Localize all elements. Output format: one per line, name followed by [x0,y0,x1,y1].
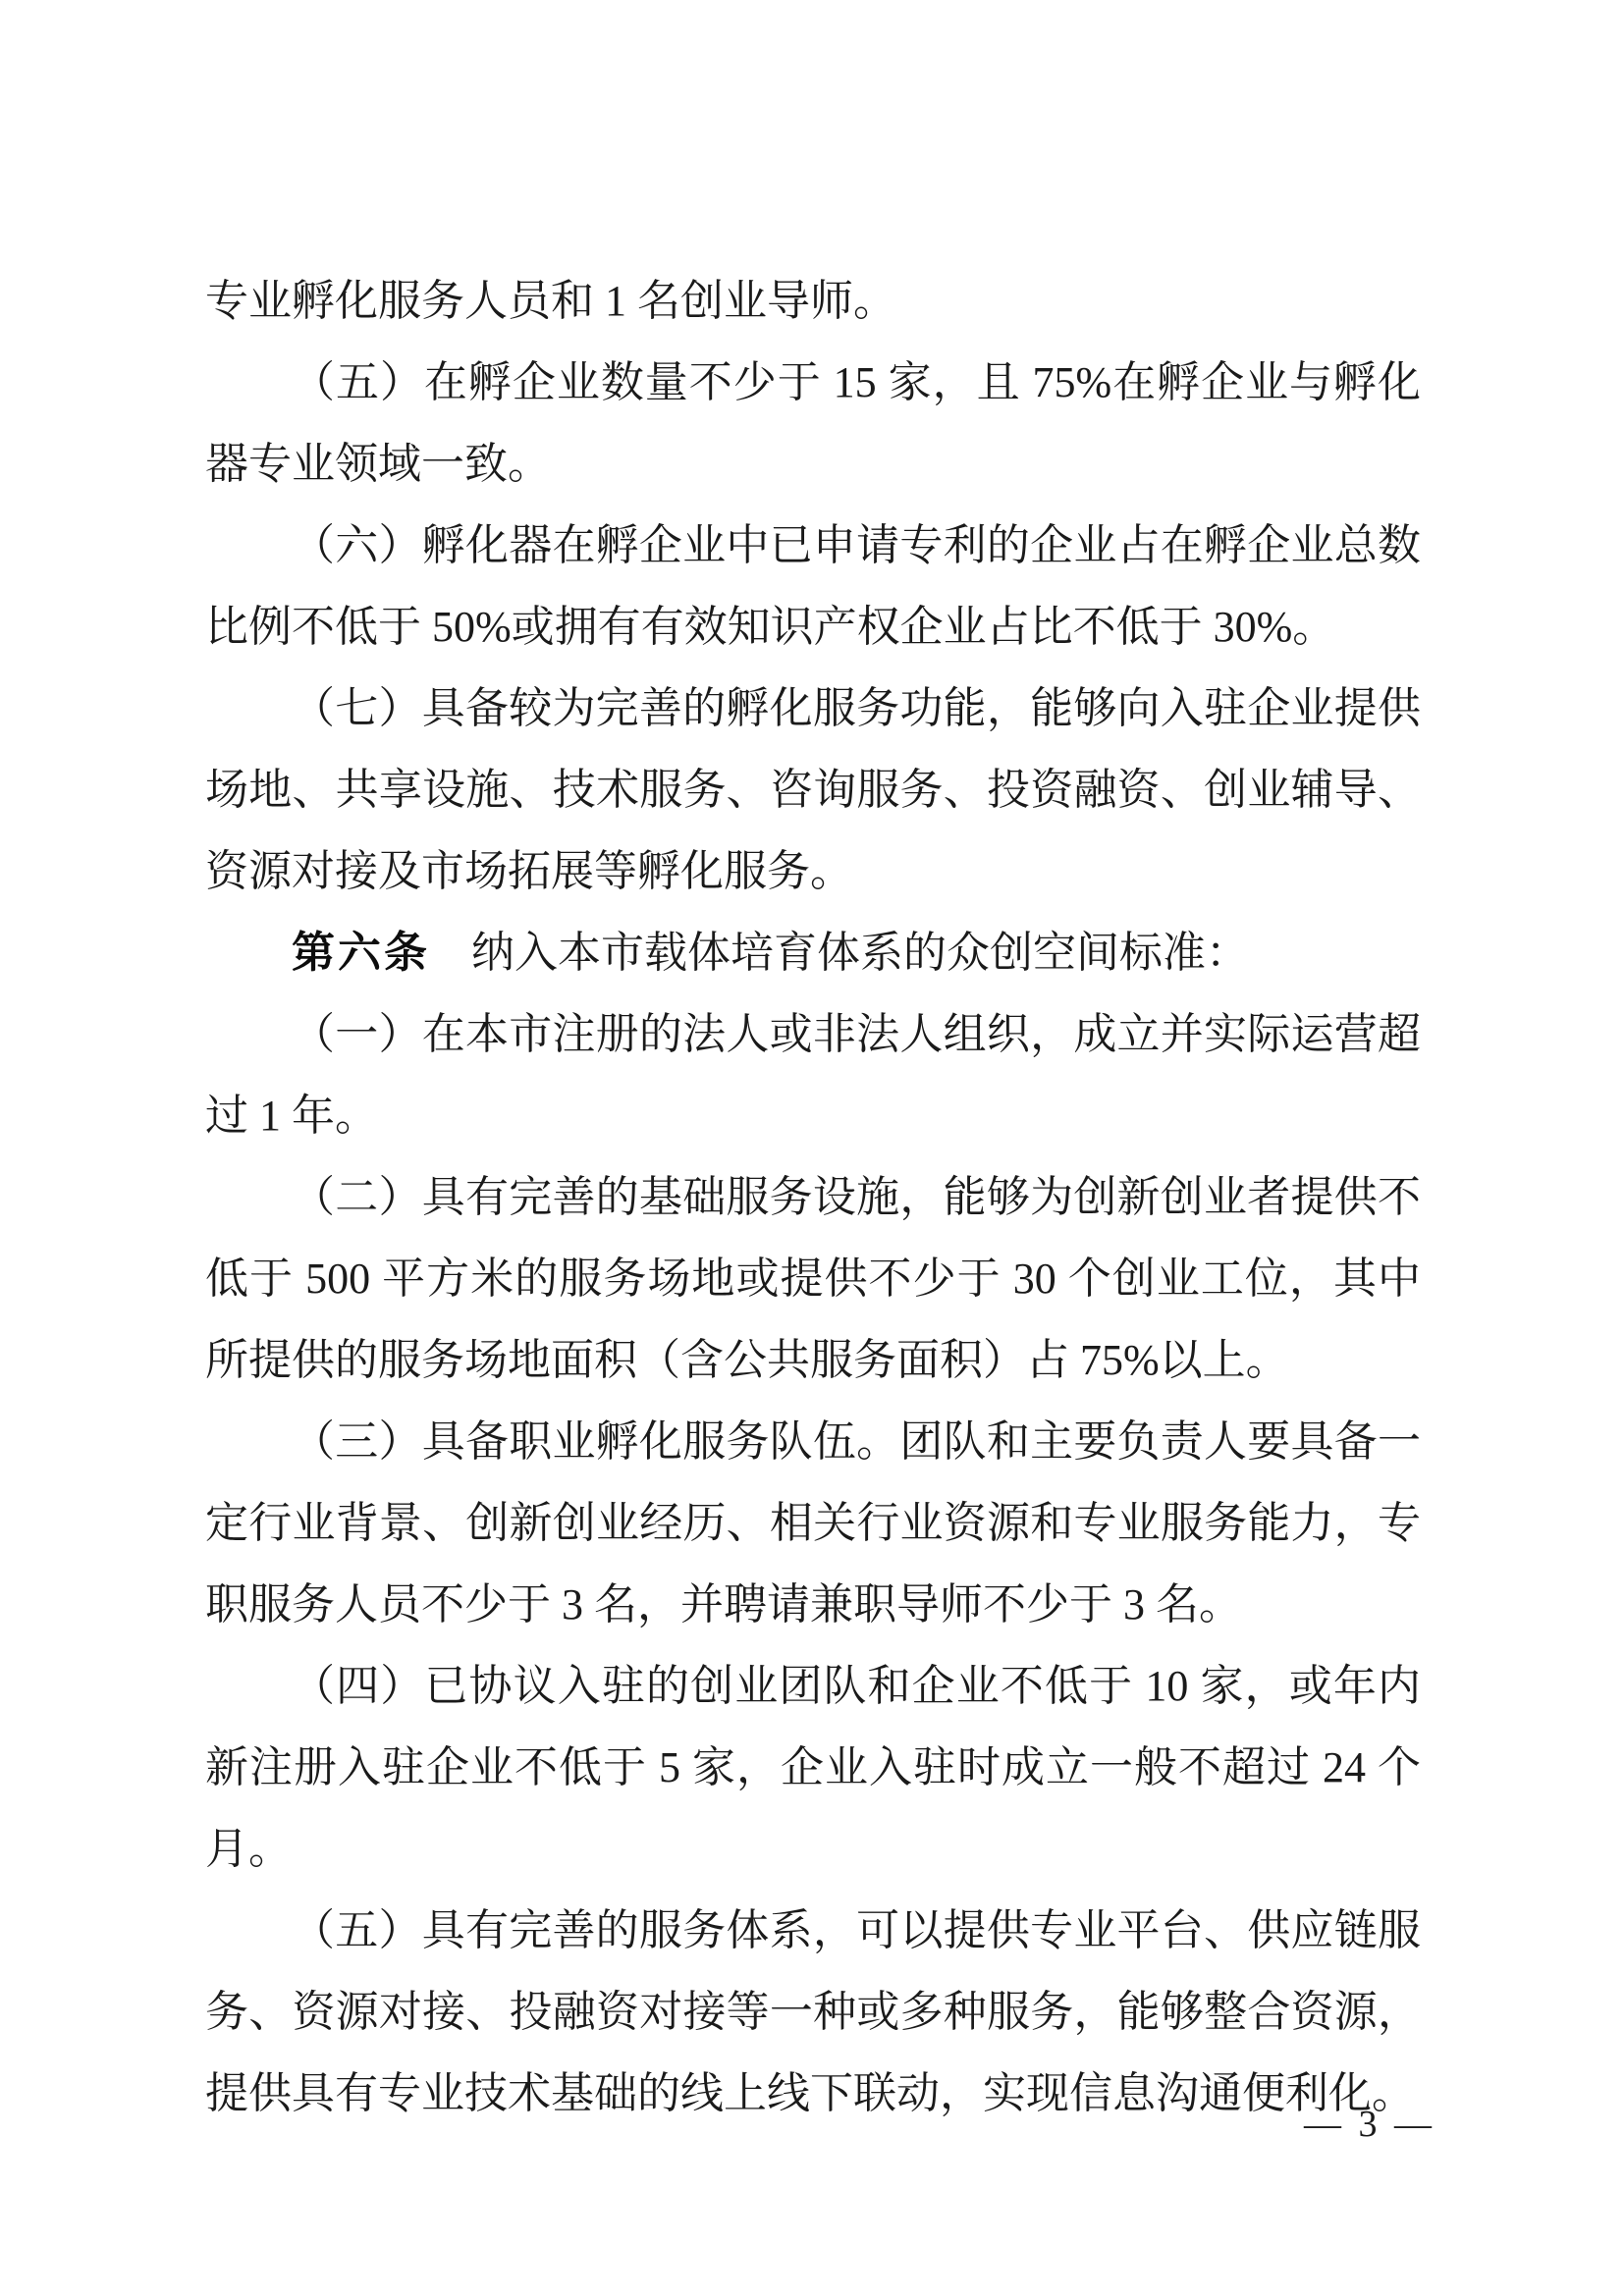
article-heading-text: 纳入本市载体培育体系的众创空间标准： [471,929,1249,977]
body-paragraph-clause-3-makerspace: （三）具备职业孵化服务队伍。团队和主要负责人要具备一定行业背景、创新创业经历、相关行业资源和专业服务能力，专职服务人员不少于 3 名，并聘请兼职导师不少于 3 名。 [205,1417,1421,1629]
page-number: — 3 — [1304,2104,1435,2145]
body-paragraph-clause-5-incubator: （五）在孵企业数量不少于 15 家，且 75%在孵企业与孵化器专业领域一致。 [205,358,1421,488]
body-paragraph-clause-1-makerspace: （一）在本市注册的法人或非法人组织，成立并实际运营超过 1 年。 [205,1010,1421,1140]
body-paragraph-clause-5-makerspace: （五）具有完善的服务体系，可以提供专业平台、供应链服务、资源对接、投融资对接等一种或多种服务，能够整合资源，提供具有专业技术基础的线上线下联动，实现信息沟通便利化。 [205,1906,1421,2117]
article-6-heading-paragraph [205,912,1421,993]
article-number-label: 第六条 [292,929,430,977]
document-body [205,260,1421,2134]
body-paragraph-clause-6-incubator: （六）孵化器在孵企业中已申请专利的企业占在孵企业总数比例不低于 50%或拥有有效知识产权企业占比不低于 30%。 [205,521,1421,651]
body-paragraph-clause-7-incubator: （七）具备较为完善的孵化服务功能，能够向入驻企业提供场地、共享设施、技术服务、咨询服务、投资融资、创业辅导、资源对接及市场拓展等孵化服务。 [205,684,1421,895]
body-paragraph-clause-2-makerspace: （二）具有完善的基础服务设施，能够为创新创业者提供不低于 500 平方米的服务场地或提供不少于 30 个创业工位，其中所提供的服务场地面积（含公共服务面积）占 75%以上。 [205,1173,1421,1384]
body-paragraph-continuation: 专业孵化服务人员和 1 名创业导师。 [205,277,896,325]
body-paragraph-clause-4-makerspace: （四）已协议入驻的创业团队和企业不低于 10 家，或年内新注册入驻企业不低于 5 家，企业入驻时成立一般不超过 24 个月。 [205,1662,1421,1873]
